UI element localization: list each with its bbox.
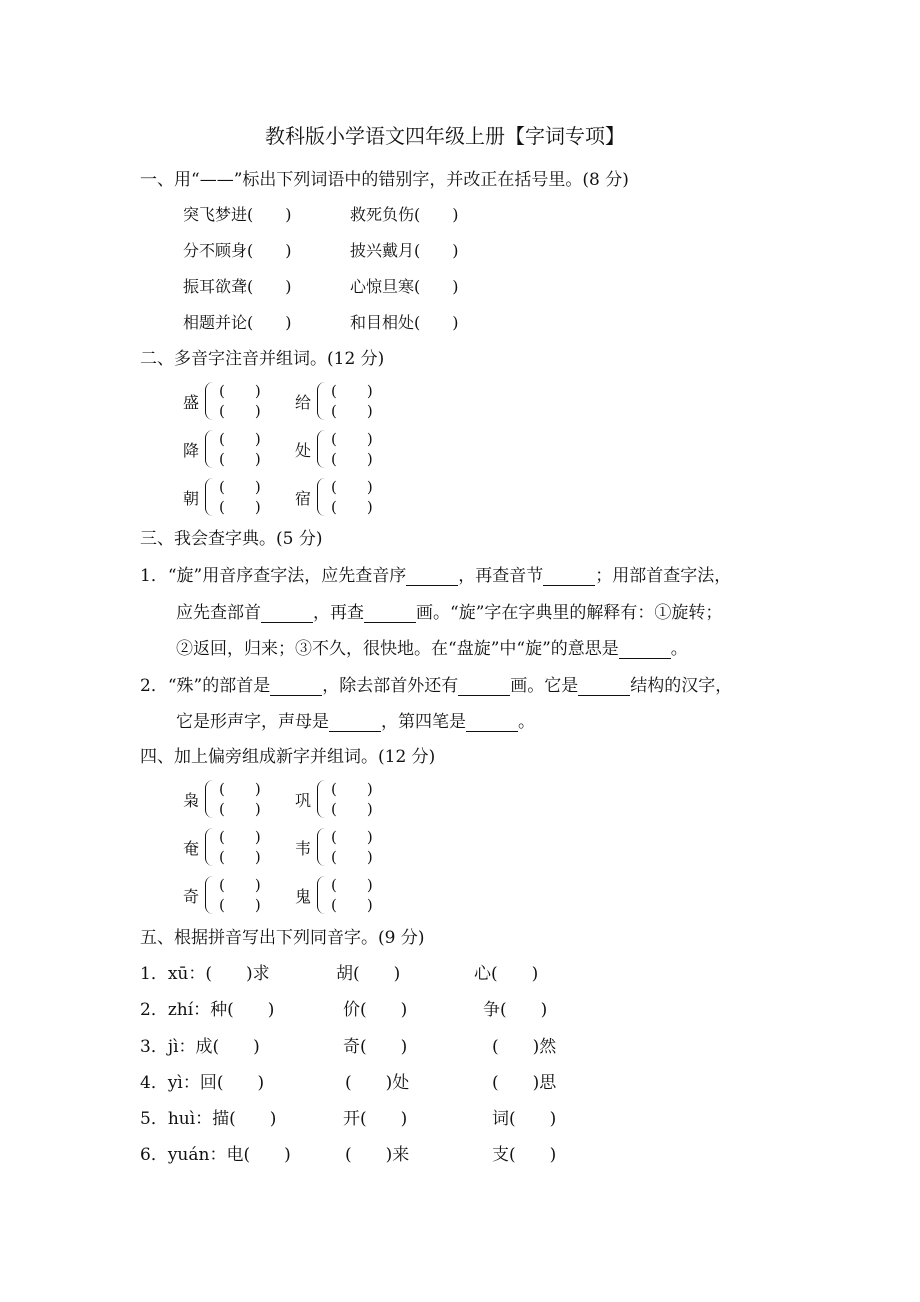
answer-paren: ( )	[219, 382, 261, 400]
question-text: 应先查部首	[176, 603, 261, 623]
homophone-blank: 成( )	[195, 1037, 260, 1057]
answer-paren: ( )	[331, 382, 373, 400]
homophone-row	[140, 1145, 291, 1165]
brace	[205, 430, 213, 468]
answer-blank	[466, 714, 518, 732]
question-number: 3．	[140, 1037, 168, 1057]
question-text: 结构的汉字，	[630, 676, 733, 696]
answer-paren: ( )	[219, 800, 261, 818]
brace	[317, 828, 325, 866]
base-char: 鬼	[295, 887, 312, 906]
polyphone-char: 盛	[183, 393, 200, 412]
answer-paren: ( )	[219, 780, 261, 798]
brace	[205, 780, 213, 818]
base-char: 韦	[295, 839, 312, 858]
question-number: 5．	[140, 1109, 168, 1129]
question-text: 画。它是	[510, 676, 579, 696]
base-char: 奄	[183, 839, 200, 858]
question-number: 2．	[140, 1000, 168, 1020]
question-text: ，再查	[313, 603, 364, 623]
homophone-blank: 开( )	[343, 1109, 408, 1129]
brace	[205, 876, 213, 914]
question-text: ，除去部首外还有	[322, 676, 459, 696]
question-2-line-2	[176, 712, 535, 732]
answer-paren: ( )	[331, 828, 373, 846]
word-item: 振耳欲聋( )	[183, 277, 292, 296]
brace	[205, 382, 213, 420]
pinyin: huì：	[167, 1109, 213, 1129]
homophone-blank: 种( )	[210, 1000, 275, 1020]
pinyin: yuán：	[167, 1145, 227, 1165]
homophone-row	[140, 1037, 260, 1057]
question-text: ，第四笔是	[381, 712, 466, 732]
answer-paren: ( )	[331, 498, 373, 516]
homophone-blank: 争( )	[483, 1000, 548, 1020]
homophone-row	[140, 1073, 264, 1093]
homophone-blank: 心( )	[474, 964, 539, 984]
homophone-blank: 词( )	[492, 1109, 557, 1129]
page-title: 教科版小学语文四年级上册【字词专项】	[265, 124, 625, 148]
homophone-blank: 胡( )	[336, 964, 401, 984]
homophone-blank: 奇( )	[343, 1037, 408, 1057]
question-1-line-2	[176, 603, 722, 623]
homophone-row	[140, 1000, 274, 1020]
brace	[317, 430, 325, 468]
answer-paren: ( )	[331, 780, 373, 798]
question-text: ，再查音节	[458, 566, 544, 586]
pinyin: yì：	[167, 1073, 200, 1093]
base-char: 奇	[183, 887, 200, 906]
answer-paren: ( )	[219, 402, 261, 420]
answer-blank	[270, 678, 322, 696]
question-text: 。	[670, 639, 688, 659]
question-number: 1．	[140, 964, 168, 984]
homophone-blank: ( )然	[492, 1037, 557, 1057]
answer-paren: ( )	[219, 478, 261, 496]
answer-blank	[543, 568, 595, 586]
question-text: ；用部首查字法，	[595, 566, 732, 586]
answer-blank	[364, 605, 416, 623]
question-1-line-3	[176, 639, 688, 659]
homophone-blank: 描( )	[212, 1109, 277, 1129]
question-number: 4．	[140, 1073, 168, 1093]
polyphone-char: 降	[183, 441, 200, 460]
answer-blank	[619, 641, 671, 659]
section-4-heading: 四、加上偏旁组成新字并组词。(12 分)	[140, 747, 436, 767]
answer-paren: ( )	[331, 402, 373, 420]
word-item: 救死负伤( )	[350, 205, 459, 224]
pinyin: xū：	[167, 964, 206, 984]
polyphone-char: 处	[295, 441, 312, 460]
question-number: 6．	[140, 1145, 168, 1165]
question-text: ②返回，归来；③不久，很快地。在“盘旋”中“旋”的意思是	[176, 639, 619, 659]
brace	[317, 780, 325, 818]
brace	[205, 478, 213, 516]
base-char: 巩	[295, 791, 312, 810]
answer-paren: ( )	[331, 450, 373, 468]
word-item: 披兴戴月( )	[350, 241, 459, 260]
pinyin: jì：	[167, 1037, 196, 1057]
section-5-heading: 五、根据拼音写出下列同音字。(9 分)	[140, 928, 425, 948]
homophone-blank: ( )处	[345, 1073, 410, 1093]
question-text: “殊”的部首是	[167, 676, 271, 696]
answer-paren: ( )	[219, 498, 261, 516]
answer-blank	[458, 678, 510, 696]
answer-paren: ( )	[331, 430, 373, 448]
polyphone-char: 朝	[183, 489, 200, 508]
homophone-row	[140, 1109, 276, 1129]
section-1-heading: 一、用“——”标出下列词语中的错别字，并改正在括号里。(8 分)	[140, 170, 629, 190]
base-char: 枭	[183, 791, 200, 810]
homophone-blank: ( )来	[345, 1145, 410, 1165]
question-text: 画。“旋”字在字典里的解释有：①旋转；	[416, 603, 723, 623]
question-number: 2．	[140, 676, 168, 696]
word-item: 相题并论( )	[183, 313, 292, 332]
answer-paren: ( )	[219, 896, 261, 914]
answer-paren: ( )	[219, 848, 261, 866]
answer-blank	[261, 605, 313, 623]
word-item: 分不顾身( )	[183, 241, 292, 260]
answer-paren: ( )	[219, 450, 261, 468]
section-3-heading: 三、我会查字典。(5 分)	[140, 529, 323, 549]
answer-blank	[578, 678, 630, 696]
brace	[205, 828, 213, 866]
answer-blank	[406, 568, 458, 586]
answer-blank	[329, 714, 381, 732]
word-item: 突飞梦进( )	[183, 205, 292, 224]
answer-paren: ( )	[331, 800, 373, 818]
answer-paren: ( )	[331, 848, 373, 866]
word-item: 心惊旦寒( )	[350, 277, 459, 296]
homophone-blank: 回( )	[199, 1073, 265, 1093]
question-text: “旋”用音序查字法，应先查音序	[167, 566, 407, 586]
homophone-blank: 电( )	[226, 1145, 291, 1165]
brace	[317, 382, 325, 420]
brace	[317, 478, 325, 516]
polyphone-char: 给	[295, 393, 312, 412]
homophone-blank: ( )思	[492, 1073, 557, 1093]
question-text: 。	[518, 712, 535, 732]
answer-paren: ( )	[219, 828, 261, 846]
answer-paren: ( )	[331, 896, 373, 914]
answer-paren: ( )	[219, 876, 261, 894]
homophone-row	[140, 964, 270, 984]
polyphone-char: 宿	[295, 489, 312, 508]
answer-paren: ( )	[331, 478, 373, 496]
brace	[317, 876, 325, 914]
homophone-blank: ( )求	[205, 964, 270, 984]
word-item: 和目相处( )	[350, 313, 459, 332]
pinyin: zhí：	[167, 1000, 211, 1020]
question-2-line-1	[140, 676, 732, 696]
answer-paren: ( )	[219, 430, 261, 448]
homophone-blank: 价( )	[343, 1000, 408, 1020]
question-number: 1．	[140, 566, 168, 586]
section-2-heading: 二、多音字注音并组词。(12 分)	[140, 349, 385, 369]
homophone-blank: 支( )	[492, 1145, 557, 1165]
question-1-line-1	[140, 566, 731, 586]
answer-paren: ( )	[331, 876, 373, 894]
question-text: 它是形声字，声母是	[176, 712, 329, 732]
